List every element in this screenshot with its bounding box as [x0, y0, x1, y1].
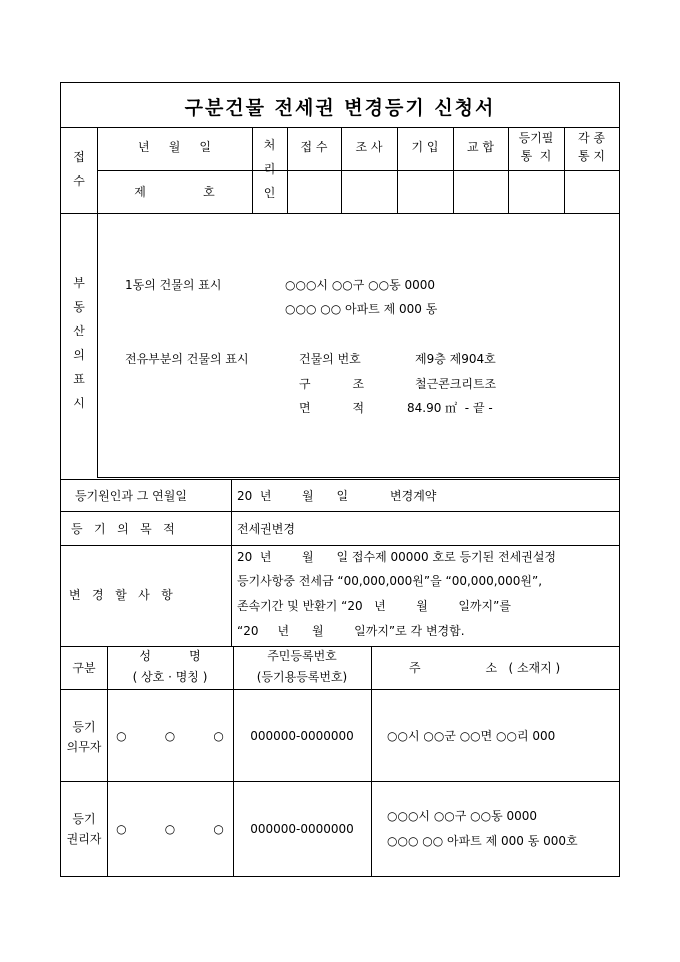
divider	[371, 646, 372, 876]
col-entry: 기 입	[411, 140, 439, 154]
divider	[61, 479, 619, 480]
holder-id: 000000-0000000	[250, 822, 354, 836]
divider	[61, 545, 619, 546]
purpose-label: 등 기 의 목 적	[71, 522, 175, 536]
unit-number-value: 제9층 제904호	[415, 352, 496, 366]
building-line-2: ○○○ ○○ 아파트 제 000 동	[285, 302, 438, 316]
building-line-1: ○○○시 ○○구 ○○동 0000	[285, 278, 436, 292]
col-various-notice: 각 종 통 지	[578, 131, 605, 163]
structure-label: 구 조	[299, 377, 365, 391]
receipt-date-label: 년 월 일	[138, 140, 211, 154]
holder-name: ○ ○ ○	[116, 822, 224, 836]
col-completion-notice: 등기필 통 지	[518, 131, 554, 163]
change-line-2: 등기사항중 전세금 “00,000,000원”을 “00,000,000원”,	[237, 574, 543, 588]
divider	[231, 479, 232, 646]
cause-label: 등기원인과 그 연월일	[75, 489, 187, 503]
cause-value: 20 년 월 일 변경계약	[237, 489, 437, 503]
col-name-sub: ( 상호 · 명칭 )	[132, 670, 208, 684]
divider	[97, 170, 619, 171]
change-line-4: “20 년 월 일까지”로 각 변경함.	[237, 624, 465, 638]
area-value: 84.90 ㎡ - 끝 -	[407, 401, 493, 415]
col-address: 주 소 ( 소재지 )	[409, 661, 561, 675]
receipt-side-label: 접 수	[73, 150, 85, 188]
holder-address-line-2: ○○○ ○○ 아파트 제 000 동 000호	[387, 834, 578, 848]
divider	[61, 689, 619, 690]
obligor-id: 000000-0000000	[250, 729, 354, 743]
col-id: 주민등록번호	[267, 649, 337, 663]
area-label: 면 적	[299, 401, 365, 415]
purpose-value: 전세권변경	[237, 522, 295, 536]
divider	[61, 127, 619, 128]
obligor-label: 등기 의무자	[66, 720, 102, 754]
col-review: 조 사	[355, 140, 383, 154]
unit-label: 전유부분의 건물의 표시	[125, 352, 249, 366]
unit-number-label: 건물의 번호	[299, 352, 361, 366]
obligor-name: ○ ○ ○	[116, 729, 224, 743]
col-receipt: 접 수	[300, 140, 328, 154]
col-id-sub: (등기용등록번호)	[256, 670, 348, 684]
change-line-1: 20 년 월 일 접수제 00000 호로 등기된 전세권설정	[237, 550, 557, 564]
divider	[61, 213, 619, 214]
process-label: 처 리 인	[263, 138, 276, 200]
holder-address-line-1: ○○○시 ○○구 ○○동 0000	[387, 809, 538, 823]
page-title: 구분건물 전세권 변경등기 신청서	[184, 97, 496, 119]
receipt-number-label: 제 호	[134, 185, 215, 199]
divider	[61, 781, 619, 782]
col-division: 구분	[72, 661, 96, 675]
holder-label: 등기 권리자	[66, 812, 102, 846]
divider	[97, 213, 98, 477]
obligor-address: ○○시 ○○군 ○○면 ○○리 000	[387, 729, 556, 743]
divider	[61, 511, 619, 512]
change-line-3: 존속기간 및 반환기 “20 년 월 일까지”를	[237, 599, 511, 613]
application-form	[60, 82, 620, 877]
structure-value: 철근콘크리트조	[415, 377, 497, 391]
col-name: 성 명	[139, 649, 201, 663]
col-verify: 교 합	[467, 140, 494, 154]
property-side-label: 부 동 산 의 표 시	[73, 276, 85, 410]
divider	[97, 477, 619, 478]
divider	[61, 646, 619, 647]
change-label: 변 경 할 사 항	[69, 588, 173, 602]
building-label: 1동의 건물의 표시	[125, 278, 222, 292]
